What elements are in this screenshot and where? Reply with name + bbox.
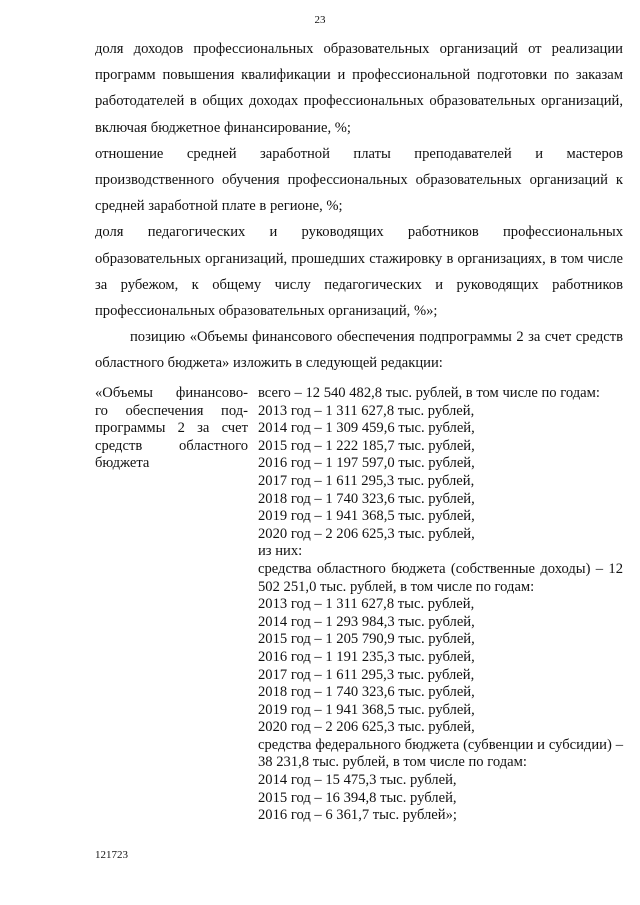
document-body — [95, 36, 623, 377]
regional-year-line: 2015 год – 1 205 790,9 тыс. рублей, — [258, 631, 475, 648]
regional-year-line: 2014 год – 1 293 984,3 тыс. рублей, — [258, 613, 475, 630]
total-year-line: 2019 год – 1 941 368,5 тыс. рублей, — [258, 508, 475, 525]
label-line: бюджета — [95, 455, 150, 472]
regional-year-line: 2020 год – 2 206 625,3 тыс. рублей, — [258, 719, 475, 736]
total-year-line: 2020 год – 2 206 625,3 тыс. рублей, — [258, 525, 475, 542]
total-line: всего – 12 540 482,8 тыс. рублей, в том числе по годам: — [258, 385, 600, 401]
page-number: 23 — [314, 14, 326, 26]
funding-values-cell — [258, 385, 623, 825]
label-line: «Объемы финансово- — [95, 385, 248, 401]
label-line: программы 2 за счет — [95, 420, 248, 437]
total-year-line: 2017 год – 1 611 295,3 тыс. рублей, — [258, 472, 475, 489]
total-year-line: 2014 год – 1 309 459,6 тыс. рублей, — [258, 420, 475, 437]
label-line: го обеспечения под- — [95, 402, 248, 419]
regional-budget-text: средства областного бюджета (собственные доходы) – 12 502 251,0 тыс. рублей, в том числе по годам: — [258, 560, 623, 595]
total-year-line: 2015 год – 1 222 185,7 тыс. рублей, — [258, 437, 475, 454]
federal-budget-text: средства федерального бюджета (субвенции и субсидии) – 38 231,8 тыс. рублей, в том числе по годам: — [258, 736, 623, 771]
paragraph-internship-share: доля педагогических и руководящих работников профессиональных образовательных организаций, прошедших стажировку в организациях, в том числе за рубежом, к общему числу педагогических и руководящих работников профессиональных образовательных организаций, %»; — [95, 224, 623, 320]
paragraph-amendment-intro: позицию «Объемы финансового обеспечения подпрограммы 2 за счет средств областного бюджета» изложить в следующей редакции: — [95, 329, 623, 372]
regional-year-line: 2017 год – 1 611 295,3 тыс. рублей, — [258, 666, 475, 683]
regional-year-line: 2019 год – 1 941 368,5 тыс. рублей, — [258, 701, 475, 718]
funding-label-cell — [95, 385, 248, 473]
regional-year-line: 2016 год – 1 191 235,3 тыс. рублей, — [258, 648, 475, 665]
label-line: средств областного — [95, 437, 248, 454]
federal-year-line: 2016 год – 6 361,7 тыс. рублей»; — [258, 807, 457, 824]
regional-year-line: 2013 год – 1 311 627,8 тыс. рублей, — [258, 596, 475, 613]
regional-year-line: 2018 год – 1 740 323,6 тыс. рублей, — [258, 684, 475, 701]
document-code: 121723 — [95, 849, 128, 861]
of-them-label: из них: — [258, 543, 303, 560]
total-year-line: 2013 год – 1 311 627,8 тыс. рублей, — [258, 402, 475, 419]
federal-year-line: 2014 год – 15 475,3 тыс. рублей, — [258, 772, 457, 789]
paragraph-salary-ratio: отношение средней заработной платы преподавателей и мастеров производственного обучения профессиональных образовательных организаций к средней заработной плате в регионе, %; — [95, 145, 623, 215]
federal-year-line: 2015 год – 16 394,8 тыс. рублей, — [258, 789, 457, 806]
total-year-line: 2018 год – 1 740 323,6 тыс. рублей, — [258, 490, 475, 507]
total-year-line: 2016 год – 1 197 597,0 тыс. рублей, — [258, 455, 475, 472]
paragraph-income-share: доля доходов профессиональных образовательных организаций от реализации программ повышения квалификации и профессиональной подготовки по заказам работодателей в общих доходах профессиональных образовательных организаций, включая бюджетное финансирование, %; — [95, 41, 623, 136]
